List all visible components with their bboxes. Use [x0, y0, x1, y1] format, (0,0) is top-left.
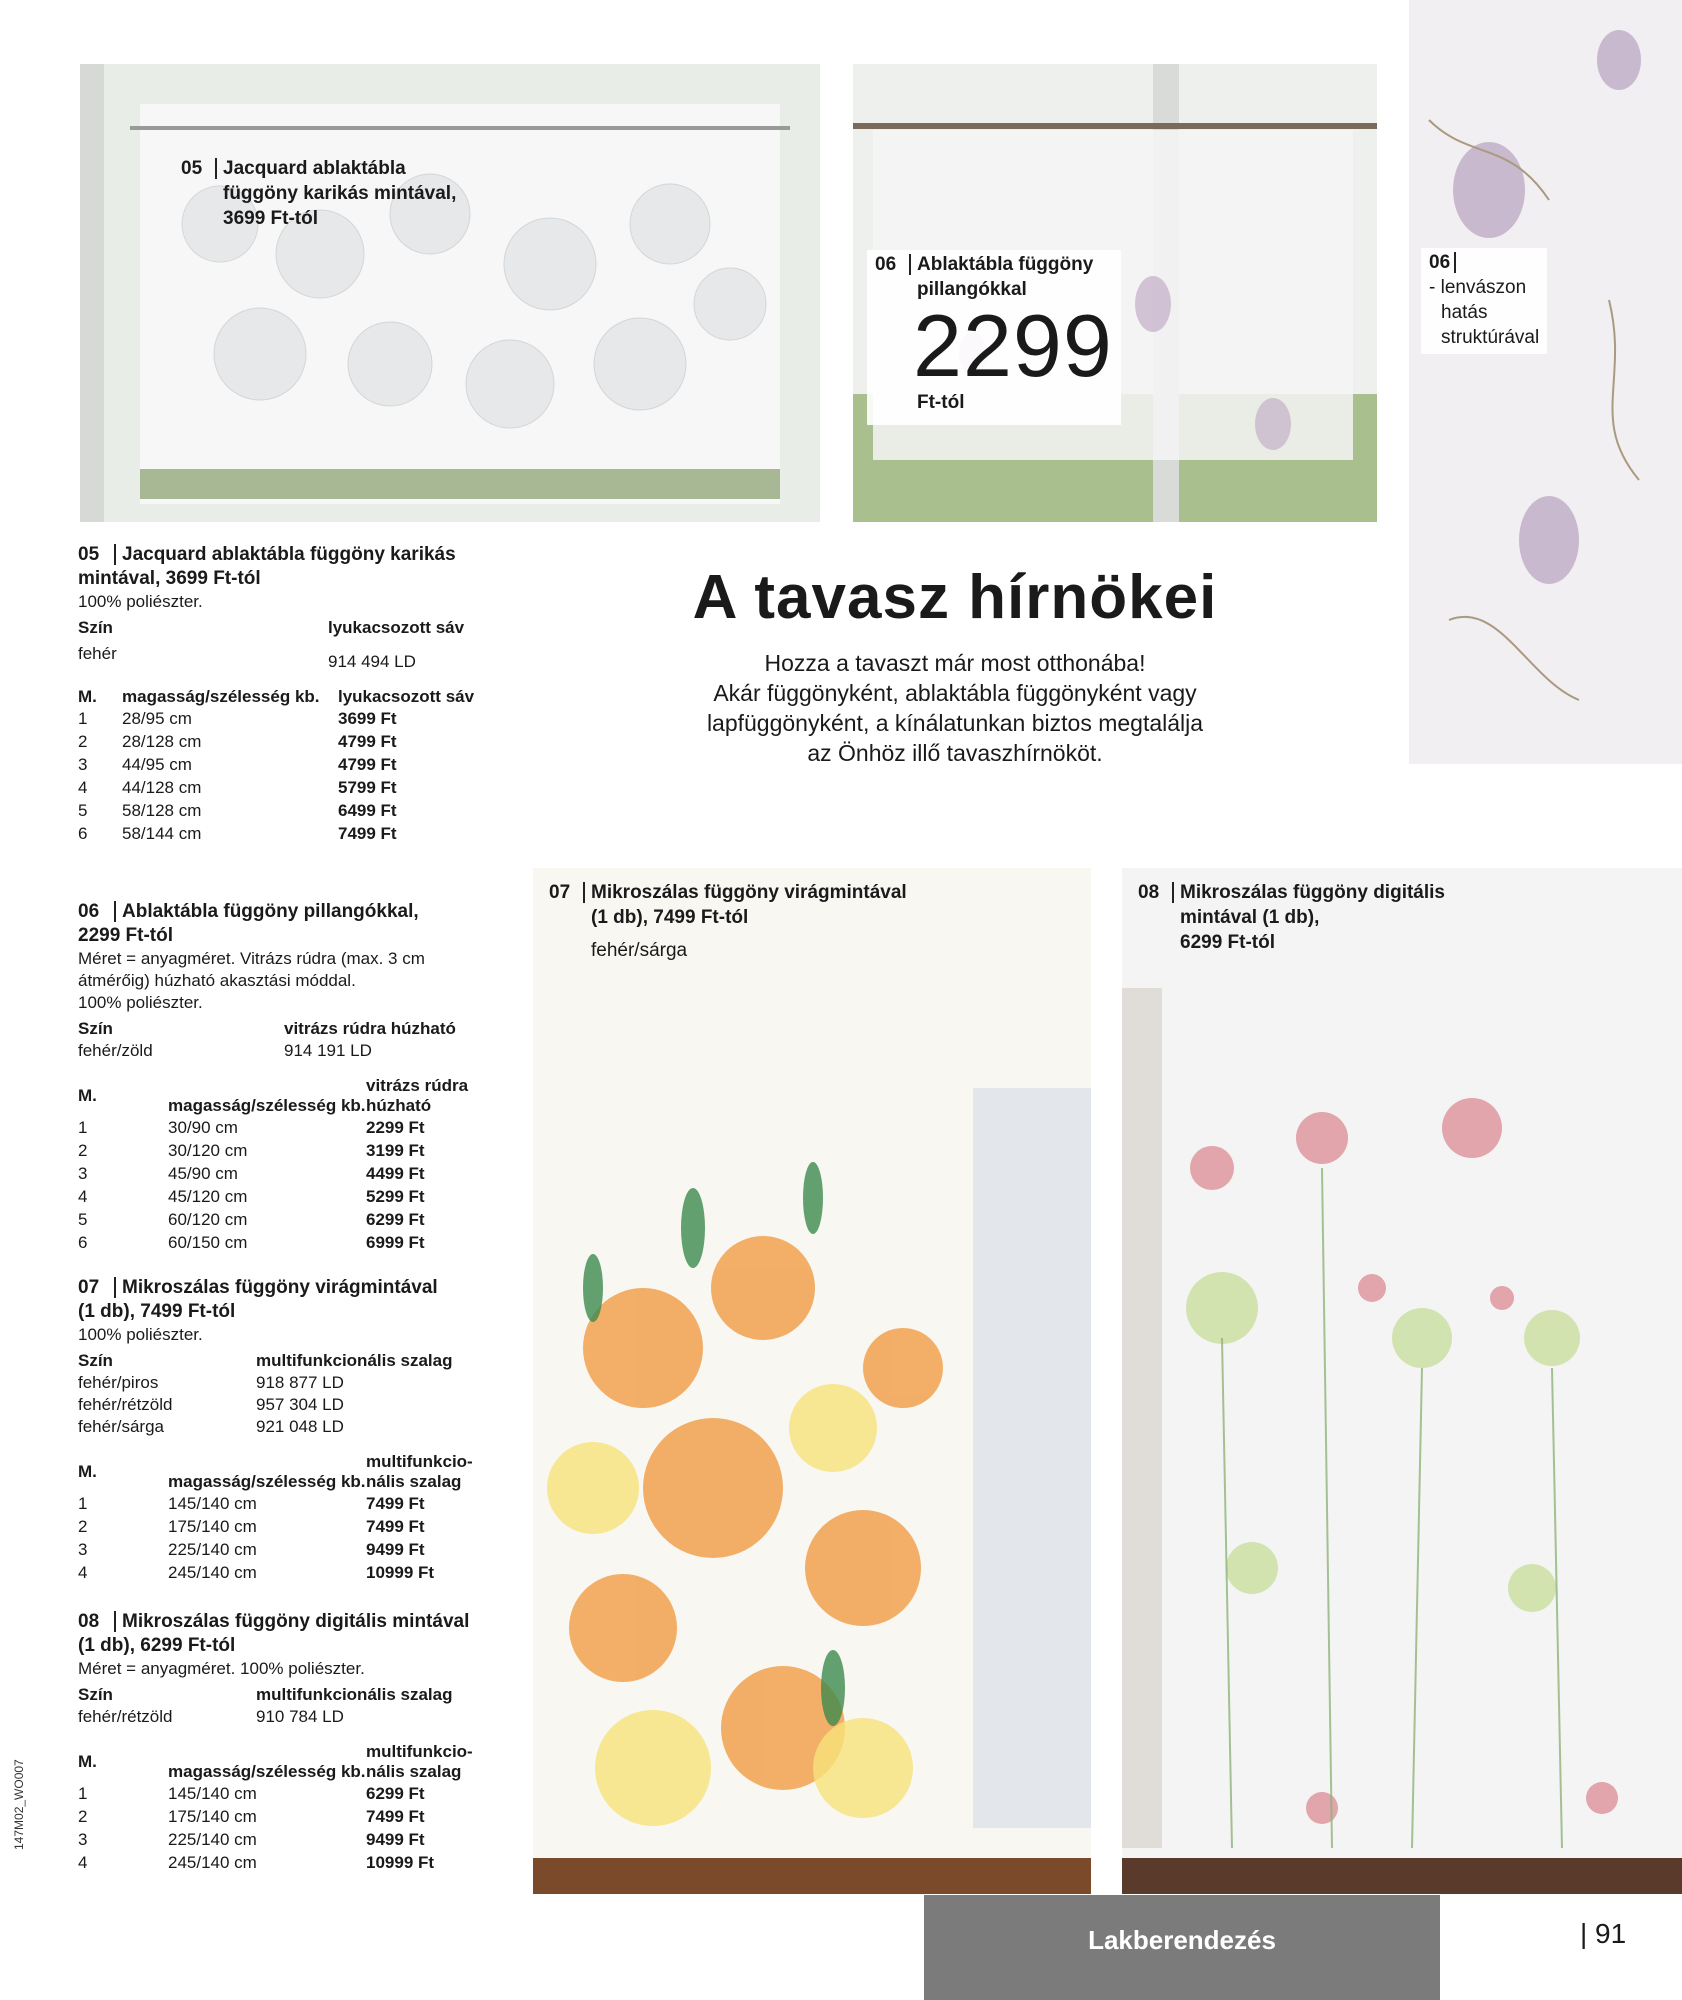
photo-06-line-1: Ablaktábla függöny	[909, 254, 1093, 275]
curtain-illustration-07	[533, 868, 1091, 1894]
photo-05-line-3: 3699 Ft-tól	[223, 208, 319, 229]
product-05-title-2: mintával, 3699 Ft-tól	[78, 568, 261, 589]
product-05-specs	[78, 543, 518, 845]
product-06-variant-header: vitrázs rúdra húzható	[284, 1019, 456, 1038]
product-07-title-1: Mikroszálas függöny virágmintával	[114, 1277, 438, 1298]
intro-line-2: Akár függönyként, ablaktábla függönyként vagy	[713, 680, 1197, 706]
product-08-size-table	[78, 1742, 496, 1874]
product-05-desc: 100% poliészter.	[78, 592, 203, 611]
table-row: 4 45/120 cm 5299 Ft	[78, 1187, 425, 1206]
size-header-m: M.	[78, 1462, 97, 1481]
table-row: 4 245/140 cm 10999 Ft	[78, 1563, 435, 1582]
photo-08-num: 08	[1138, 882, 1160, 903]
table-row: 1 145/140 cm 7499 Ft	[78, 1494, 425, 1513]
product-06-title-1: Ablaktábla függöny pillangókkal,	[114, 901, 419, 922]
table-row: 1 30/90 cm 2299 Ft	[78, 1118, 425, 1137]
photo-08-line-2: mintával (1 db),	[1180, 907, 1320, 928]
photo-07-line-1: Mikroszálas függöny virágmintával	[583, 882, 907, 903]
photo-08-digital-print-curtain	[1122, 868, 1682, 1894]
photo-05-line-1: Jacquard ablaktábla	[215, 158, 406, 179]
product-07-title-2: (1 db), 7499 Ft-tól	[78, 1301, 236, 1322]
table-row: 3 45/90 cm 4499 Ft	[78, 1164, 425, 1183]
intro-line-3: lapfüggönyként, a kínálatunkan biztos megtalálja	[706, 710, 1204, 736]
product-06-color-name: fehér/zöld	[78, 1041, 153, 1060]
table-row: 3 225/140 cm 9499 Ft	[78, 1540, 425, 1559]
photo-08-line-1: Mikroszálas függöny digitális	[1172, 882, 1445, 903]
product-06-color-code: 914 191 LD	[284, 1041, 372, 1060]
table-row: 1 145/140 cm 6299 Ft	[78, 1784, 425, 1803]
photo-06b-label	[1421, 248, 1547, 354]
page-number: | 91	[1580, 1918, 1627, 1949]
photo-08-label	[1130, 878, 1453, 959]
photo-05-line-2: függöny karikás mintával,	[223, 183, 457, 204]
photo-07-label	[541, 878, 915, 967]
photo-06-linen-detail	[1409, 0, 1682, 764]
product-08-desc: Méret = anyagméret. 100% poliészter.	[78, 1659, 365, 1678]
table-row: 2 175/140 cm 7499 Ft	[78, 1517, 425, 1536]
size-header-size: magasság/szélesség kb.	[168, 1762, 366, 1781]
photo-07-floral-curtain	[533, 868, 1091, 1894]
table-row: 6 60/150 cm 6999 Ft	[78, 1233, 425, 1252]
product-05-num: 05	[78, 544, 100, 565]
photo-06-price-suffix: Ft-tól	[917, 392, 965, 413]
photo-05-label	[173, 154, 464, 235]
size-header-size: magasság/szélesség kb.	[168, 1096, 366, 1115]
photo-06-num: 06	[875, 254, 897, 275]
photo-06-price: 2299	[913, 296, 1113, 395]
table-row: 2 175/140 cm 7499 Ft	[78, 1807, 425, 1826]
product-08-num: 08	[78, 1611, 100, 1632]
product-07-color-header: Szín	[78, 1351, 113, 1370]
photo-06b-line-1: - lenvászon	[1429, 277, 1527, 298]
size-header-size: magasság/szélesség kb.	[168, 1472, 366, 1491]
curtain-illustration-05	[80, 64, 820, 522]
product-06-title-2: 2299 Ft-tól	[78, 925, 174, 946]
table-row: 2 30/120 cm 3199 Ft	[78, 1141, 425, 1160]
table-row: 3 44/95 cm 4799 Ft	[78, 755, 397, 774]
size-header-price: lyukacsozott sáv	[338, 687, 475, 706]
photo-05-jacquard-curtain	[80, 64, 820, 522]
product-07-num: 07	[78, 1277, 100, 1298]
product-06-num: 06	[78, 901, 100, 922]
list-item: fehér/sárga 921 048 LD	[78, 1417, 344, 1436]
size-header-size: magasság/szélesség kb.	[122, 687, 320, 706]
product-08-color-header: Szín	[78, 1685, 113, 1704]
table-row: 4 245/140 cm 10999 Ft	[78, 1853, 435, 1872]
photo-07-num: 07	[549, 882, 571, 903]
product-05-title-1: Jacquard ablaktábla függöny karikás	[114, 544, 456, 565]
product-05-color-code: 914 494 LD	[328, 652, 416, 671]
list-item: fehér/piros 918 877 LD	[78, 1373, 344, 1392]
photo-06-line-2: pillangókkal	[917, 279, 1027, 300]
photo-05-num: 05	[181, 158, 203, 179]
size-header-m: M.	[78, 1752, 97, 1771]
table-row: 5 58/128 cm 6499 Ft	[78, 801, 397, 820]
table-row: 5 60/120 cm 6299 Ft	[78, 1210, 425, 1229]
product-06-desc-3: 100% poliészter.	[78, 993, 203, 1012]
table-row: 6 58/144 cm 7499 Ft	[78, 824, 397, 843]
photo-06b-num: 06	[1429, 252, 1451, 273]
size-header-m: M.	[78, 687, 97, 706]
intro-line-4: az Önhöz illő tavaszhírnököt.	[807, 740, 1103, 766]
product-08-title-1: Mikroszálas függöny digitális mintával	[114, 1611, 469, 1632]
photo-06b-line-3: struktúrával	[1441, 327, 1540, 348]
product-07-variant-header: multifunkcionális szalag	[256, 1351, 453, 1370]
table-row: 2 28/128 cm 4799 Ft	[78, 732, 397, 751]
table-row: 1 28/95 cm 3699 Ft	[78, 709, 397, 728]
product-06-desc-1: Méret = anyagméret. Vitrázs rúdra (max. 3 cm	[78, 949, 425, 968]
product-08-title-2: (1 db), 6299 Ft-tól	[78, 1635, 236, 1656]
list-item: fehér/rétzöld 957 304 LD	[78, 1395, 344, 1414]
product-05-color-name: fehér	[78, 644, 117, 663]
product-06-size-table	[78, 1076, 496, 1254]
photo-06-butterfly-curtain	[853, 64, 1377, 522]
product-05-size-table	[78, 687, 488, 845]
photo-07-line-2: (1 db), 7499 Ft-tól	[591, 907, 749, 928]
intro-line-1: Hozza a tavaszt már most otthonába!	[764, 650, 1146, 676]
product-05-variant-header: lyukacsozott sáv	[328, 618, 465, 637]
photo-08-line-3: 6299 Ft-tól	[1180, 932, 1276, 953]
table-row: 4 44/128 cm 5799 Ft	[78, 778, 397, 797]
fabric-illustration-06b	[1409, 0, 1682, 764]
product-07-desc: 100% poliészter.	[78, 1325, 203, 1344]
product-08-specs	[78, 1610, 518, 1874]
photo-06-label	[867, 250, 1121, 425]
section-footer-bar	[924, 1895, 1440, 2000]
size-header-m: M.	[78, 1086, 97, 1105]
page-heading: A tavasz hírnökei	[692, 563, 1218, 632]
size-header-price: multifunkcio-nális szalag	[366, 1742, 473, 1781]
list-item: fehér/rétzöld 910 784 LD	[78, 1707, 344, 1726]
product-06-specs	[78, 900, 518, 1254]
product-07-size-table	[78, 1452, 496, 1584]
size-header-price: multifunkcio-nális szalag	[366, 1452, 473, 1491]
product-05-color-header: Szín	[78, 618, 113, 637]
product-06-color-header: Szín	[78, 1019, 113, 1038]
size-header-price: vitrázs rúdra húzható	[366, 1076, 469, 1115]
product-08-variant-header: multifunkcionális szalag	[256, 1685, 453, 1704]
product-06-desc-2: átmérőig) húzható akasztási móddal.	[78, 971, 356, 990]
photo-06b-line-2: hatás	[1441, 302, 1488, 323]
curtain-illustration-08	[1122, 868, 1682, 1894]
catalog-side-code: 147M02_WO007	[12, 1759, 26, 1850]
photo-07-color: fehér/sárga	[591, 940, 688, 961]
product-07-specs	[78, 1276, 518, 1584]
table-row: 3 225/140 cm 9499 Ft	[78, 1830, 425, 1849]
intro-text	[640, 648, 1270, 768]
section-name: Lakberendezés	[1088, 1925, 1276, 1955]
